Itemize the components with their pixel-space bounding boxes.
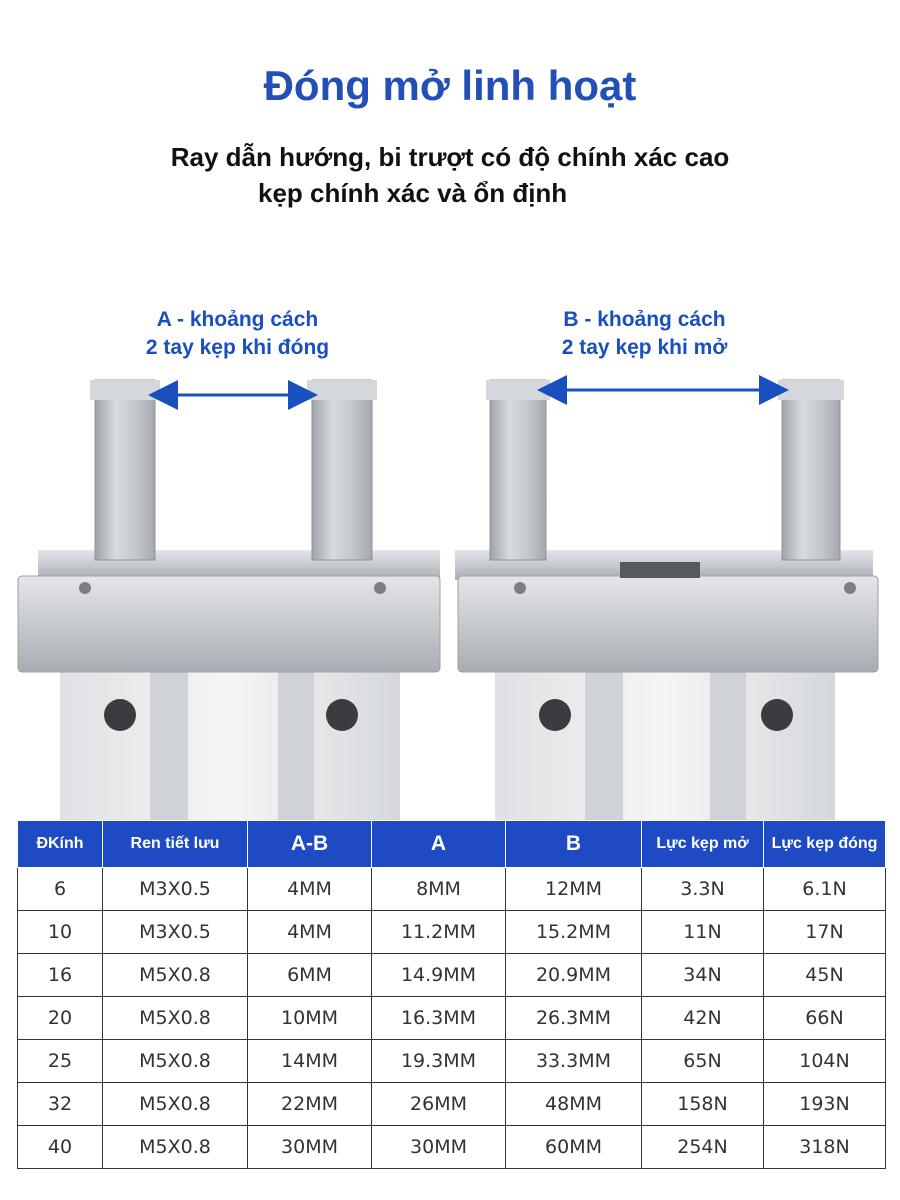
- cell-a-b: 4MM: [248, 868, 372, 911]
- cell-a-b: 22MM: [248, 1083, 372, 1126]
- cell-b: 15.2MM: [506, 911, 642, 954]
- table-row: [18, 997, 886, 1040]
- cell-b: 26.3MM: [506, 997, 642, 1040]
- page-title: Đóng mở linh hoạt: [263, 62, 637, 109]
- cell-a-b: 4MM: [248, 911, 372, 954]
- cell-thread: M5X0.8: [103, 1126, 248, 1169]
- cell-open-force: 42N: [642, 997, 764, 1040]
- cell-a: 26MM: [372, 1083, 506, 1126]
- table-row: [18, 1083, 886, 1126]
- cell-close-force: 45N: [764, 954, 886, 997]
- subtitle-line-2: kẹp chính xác và ổn định: [258, 178, 568, 208]
- cell-a-b: 30MM: [248, 1126, 372, 1169]
- cell-close-force: 66N: [764, 997, 886, 1040]
- cell-a: 19.3MM: [372, 1040, 506, 1083]
- table-row: [18, 1126, 886, 1169]
- table-row: [18, 1040, 886, 1083]
- label-distance-a: [105, 306, 370, 362]
- label-a-line-2: 2 tay kẹp khi đóng: [145, 336, 330, 359]
- table-row: [18, 911, 886, 954]
- cell-diameter: 32: [18, 1083, 103, 1126]
- cell-diameter: 25: [18, 1040, 103, 1083]
- col-header-b: B: [506, 821, 642, 868]
- cell-open-force: 65N: [642, 1040, 764, 1083]
- table-header-row: [18, 821, 886, 868]
- cell-close-force: 104N: [764, 1040, 886, 1083]
- table-row: [18, 954, 886, 997]
- cell-thread: M5X0.8: [103, 954, 248, 997]
- col-header-diameter: ĐKính: [18, 821, 103, 868]
- label-b-line-2: 2 tay kẹp khi mở: [561, 336, 728, 359]
- cell-close-force: 193N: [764, 1083, 886, 1126]
- cell-a-b: 6MM: [248, 954, 372, 997]
- cell-thread: M5X0.8: [103, 1040, 248, 1083]
- cell-a: 30MM: [372, 1126, 506, 1169]
- cell-a: 14.9MM: [372, 954, 506, 997]
- gripper-closed: [18, 380, 440, 820]
- cell-diameter: 40: [18, 1126, 103, 1169]
- cell-thread: M3X0.5: [103, 911, 248, 954]
- col-header-throttle-thread: Ren tiết lưu: [103, 821, 248, 868]
- cell-diameter: 16: [18, 954, 103, 997]
- cell-thread: M3X0.5: [103, 868, 248, 911]
- cell-open-force: 34N: [642, 954, 764, 997]
- cell-close-force: 6.1N: [764, 868, 886, 911]
- label-a-line-1: A - khoảng cách: [156, 308, 319, 331]
- col-header-a: A: [372, 821, 506, 868]
- col-header-a-b: A-B: [248, 821, 372, 868]
- cell-open-force: 158N: [642, 1083, 764, 1126]
- cell-open-force: 11N: [642, 911, 764, 954]
- col-header-close-force: Lực kẹp đóng: [764, 821, 886, 868]
- cell-open-force: 254N: [642, 1126, 764, 1169]
- subtitle-line-1: Ray dẫn hướng, bi trượt có độ chính xác cao: [170, 142, 730, 172]
- cell-diameter: 6: [18, 868, 103, 911]
- cell-a: 16.3MM: [372, 997, 506, 1040]
- cell-a-b: 14MM: [248, 1040, 372, 1083]
- col-header-open-force: Lực kẹp mở: [642, 821, 764, 868]
- cell-a: 11.2MM: [372, 911, 506, 954]
- cell-b: 20.9MM: [506, 954, 642, 997]
- label-b-line-1: B - khoảng cách: [563, 308, 726, 331]
- cell-open-force: 3.3N: [642, 868, 764, 911]
- cell-a-b: 10MM: [248, 997, 372, 1040]
- cell-thread: M5X0.8: [103, 997, 248, 1040]
- cell-diameter: 20: [18, 997, 103, 1040]
- table-row: [18, 868, 886, 911]
- cell-a: 8MM: [372, 868, 506, 911]
- label-distance-b: [512, 306, 777, 362]
- cell-close-force: 17N: [764, 911, 886, 954]
- gripper-open: [455, 380, 878, 820]
- cell-b: 60MM: [506, 1126, 642, 1169]
- cell-diameter: 10: [18, 911, 103, 954]
- cell-close-force: 318N: [764, 1126, 886, 1169]
- spec-table: [17, 820, 886, 1169]
- gripper-product-photo: [0, 370, 900, 820]
- cell-b: 48MM: [506, 1083, 642, 1126]
- cell-b: 33.3MM: [506, 1040, 642, 1083]
- cell-thread: M5X0.8: [103, 1083, 248, 1126]
- cell-b: 12MM: [506, 868, 642, 911]
